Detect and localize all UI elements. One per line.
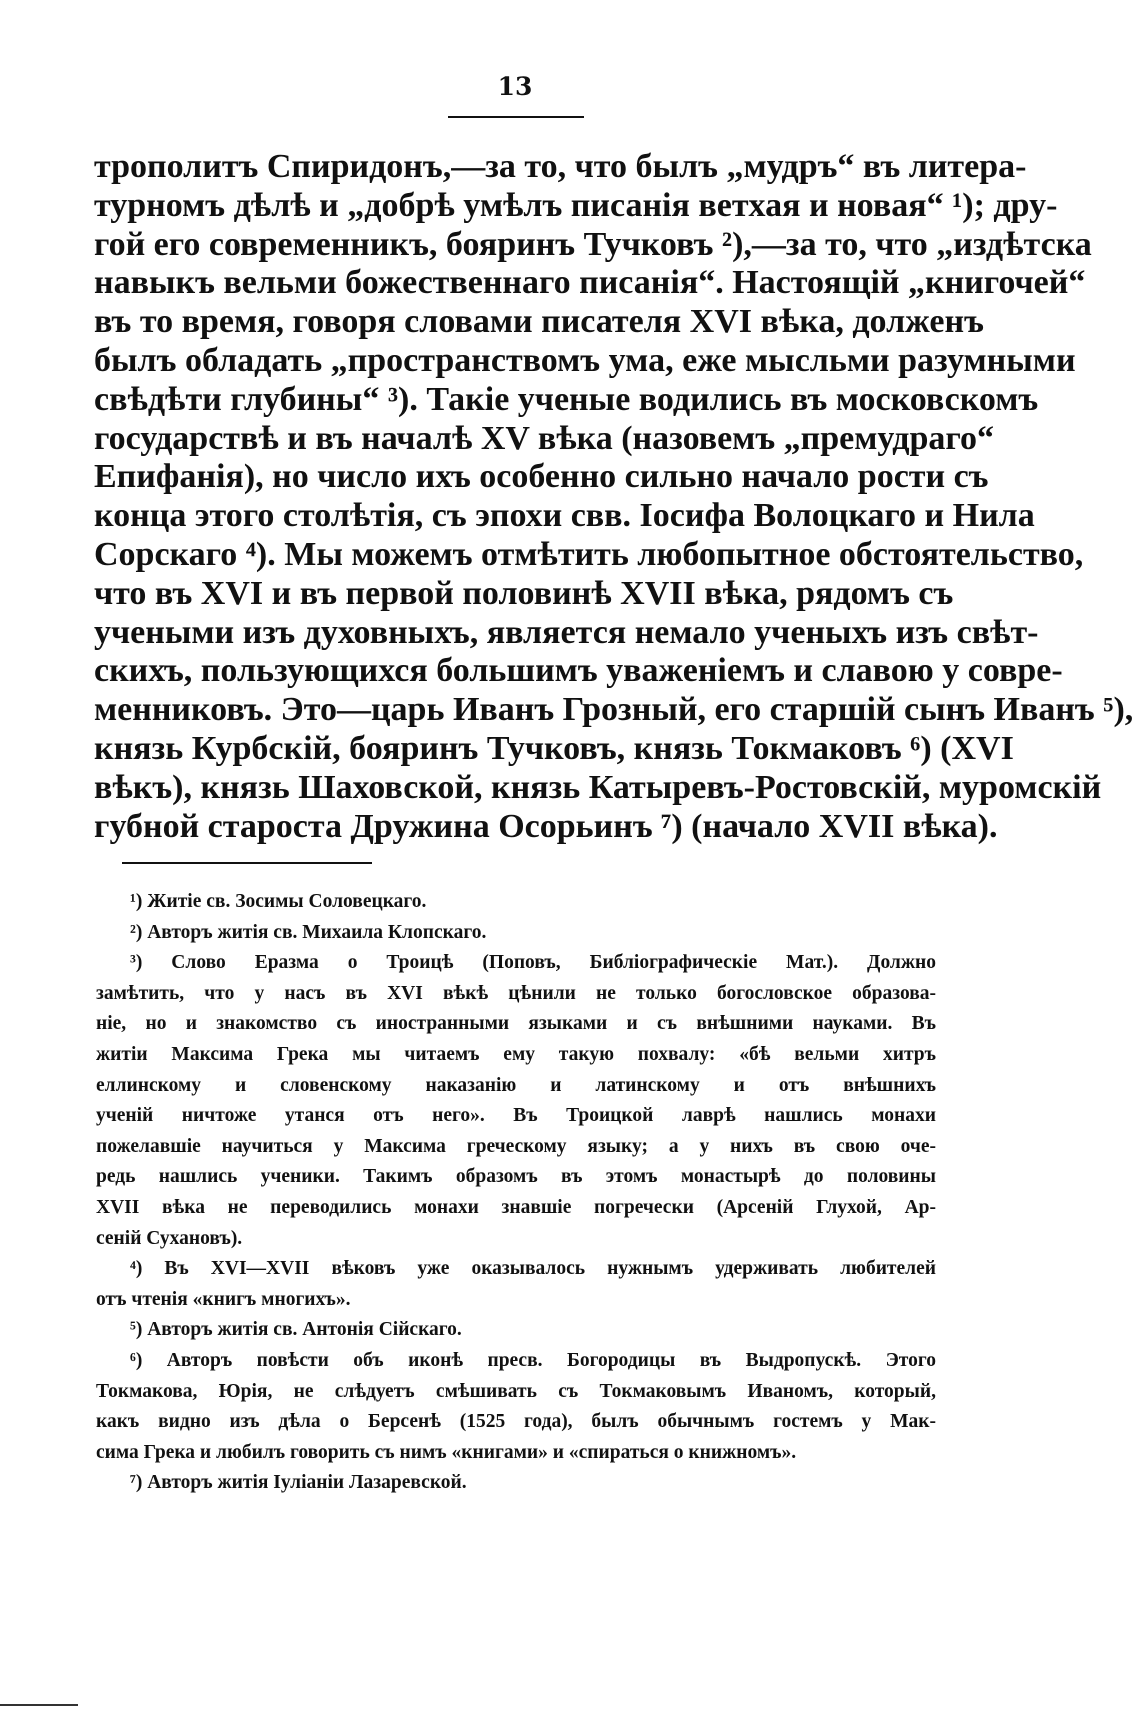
text-line: Епифанія), но число ихъ особенно сильно начало рости съ xyxy=(94,458,989,496)
footnote-line: XVII вѣка не переводились монахи знавшіе погречески (Арсеній Глухой, Ар- xyxy=(96,1196,936,1218)
footnote-7 xyxy=(96,1468,936,1499)
footnote-line: сеній Сухановъ). xyxy=(96,1227,243,1249)
footnote-line: редь нашлись ученики. Такимъ образомъ въ этомъ монастырѣ до половины xyxy=(96,1166,936,1188)
footnote-line: ⁷) Авторъ житія Іуліаніи Лазаревской. xyxy=(130,1472,467,1494)
footnote-line: ⁵) Авторъ житія св. Антонія Сійскаго. xyxy=(130,1319,462,1341)
text-line: менниковъ. Это—царь Иванъ Грозный, его старшій сынъ Иванъ ⁵), xyxy=(94,691,1134,729)
page-number: 13 xyxy=(497,72,533,101)
text-line: гой его современникъ, бояринъ Тучковъ ²),—за то, что „издѣтска xyxy=(94,225,1092,263)
text-line: конца этого столѣтія, съ эпохи свв. Іосифа Волоцкаго и Нила xyxy=(94,497,1035,535)
footnote-4 xyxy=(96,1254,936,1315)
text-line: вѣкъ), князь Шаховской, князь Катыревъ-Ростовскій, муромскій xyxy=(94,768,1102,806)
footnote-line: замѣтить, что у насъ въ XVI вѣкѣ цѣнили не только богословское образова- xyxy=(96,982,936,1004)
text-line: государствѣ и въ началѣ XV вѣка (назовемъ „премудраго“ xyxy=(94,419,994,457)
footnote-line: ніе, но и знакомство съ иностранными языками и съ внѣшними науками. Въ xyxy=(96,1013,936,1035)
footnote-line: ученій ничтоже утанся отъ него». Въ Троицкой лаврѣ нашлись монахи xyxy=(96,1105,936,1127)
footnote-line: ⁶) Авторъ повѣсти объ иконѣ пресв. Богородицы въ Выдропускѣ. Этого xyxy=(130,1349,936,1371)
text-line: былъ обладать „пространствомъ ума, еже мысльми разумными xyxy=(94,341,1076,379)
text-line: свѣдѣти глубины“ ³). Такіе ученые водились въ московскомъ xyxy=(94,380,1039,418)
text-line: губной староста Дружина Осорьинъ ⁷) (начало XVII вѣка). xyxy=(94,807,998,845)
text-line: скихъ, пользующихся большимъ уваженіемъ и славою у совре- xyxy=(94,652,1063,690)
footnote-line: ¹) Житіе св. Зосимы Соловецкаго. xyxy=(130,891,427,912)
footnote-1 xyxy=(96,887,936,918)
text-line: князь Курбскій, бояринъ Тучковъ, князь Токмаковъ ⁶) (XVI xyxy=(94,729,1014,767)
footnote-line: сима Грека и любилъ говорить съ нимъ «книгами» и «спираться о книжномъ». xyxy=(96,1441,797,1463)
text-line: что въ XVI и въ первой половинѣ XVII вѣка, рядомъ съ xyxy=(94,574,954,612)
text-line: учеными изъ духовныхъ, является немало ученыхъ изъ свѣт- xyxy=(94,613,1039,651)
footnote-line: пожелавшіе научиться у Максима греческому языку; а у нихъ въ свою оче- xyxy=(96,1135,936,1157)
footnote-6 xyxy=(96,1346,936,1468)
footnote-line: ⁴) Въ XVI—XVII вѣковъ уже оказывалось нужнымъ удерживать любителей xyxy=(130,1258,936,1280)
footnote-line: ³) Слово Еразма о Троицѣ (Поповъ, Библіографическіе Мат.). Должно xyxy=(130,952,936,974)
footnote-line: Токмакова, Юрія, не слѣдуетъ смѣшивать съ Токмаковымъ Иваномъ, который, xyxy=(96,1380,936,1402)
text-line: въ то время, говоря словами писателя XVI вѣка, долженъ xyxy=(94,303,984,341)
footnotes xyxy=(96,887,936,1499)
footnote-3 xyxy=(96,948,936,1254)
footnote-line: еллинскому и словенскому наказанію и латинскому и отъ внѣшнихъ xyxy=(96,1074,936,1096)
text-line: турномъ дѣлѣ и „добрѣ умѣлъ писанія ветхая и новая“ ¹); дру- xyxy=(94,186,1058,224)
page-number-rule xyxy=(448,116,584,118)
main-text xyxy=(94,148,1134,846)
text-line: трополитъ Спиридонъ,—за то, что былъ „мудръ“ въ литера- xyxy=(94,148,1027,185)
footnote-line: житіи Максима Грека мы читаемъ ему такую похвалу: «бѣ вельми хитръ xyxy=(96,1043,936,1065)
footnote-separator xyxy=(122,862,372,864)
footnote-5 xyxy=(96,1315,936,1346)
footnote-line: отъ чтенія «книгъ многихъ». xyxy=(96,1288,351,1310)
text-line: навыкъ вельми божественнаго писанія“. Настоящій „книгочей“ xyxy=(94,264,1086,302)
footnote-line: ²) Авторъ житія св. Михаила Клопскаго. xyxy=(130,921,487,943)
scan-edge-mark xyxy=(0,1704,78,1706)
footnote-line: какъ видно изъ дѣла о Берсенѣ (1525 года), былъ обычнымъ гостемъ у Мак- xyxy=(96,1411,936,1433)
text-line: Сорскаго ⁴). Мы можемъ отмѣтить любопытное обстоятельство, xyxy=(94,535,1084,573)
footnote-2 xyxy=(96,918,936,949)
